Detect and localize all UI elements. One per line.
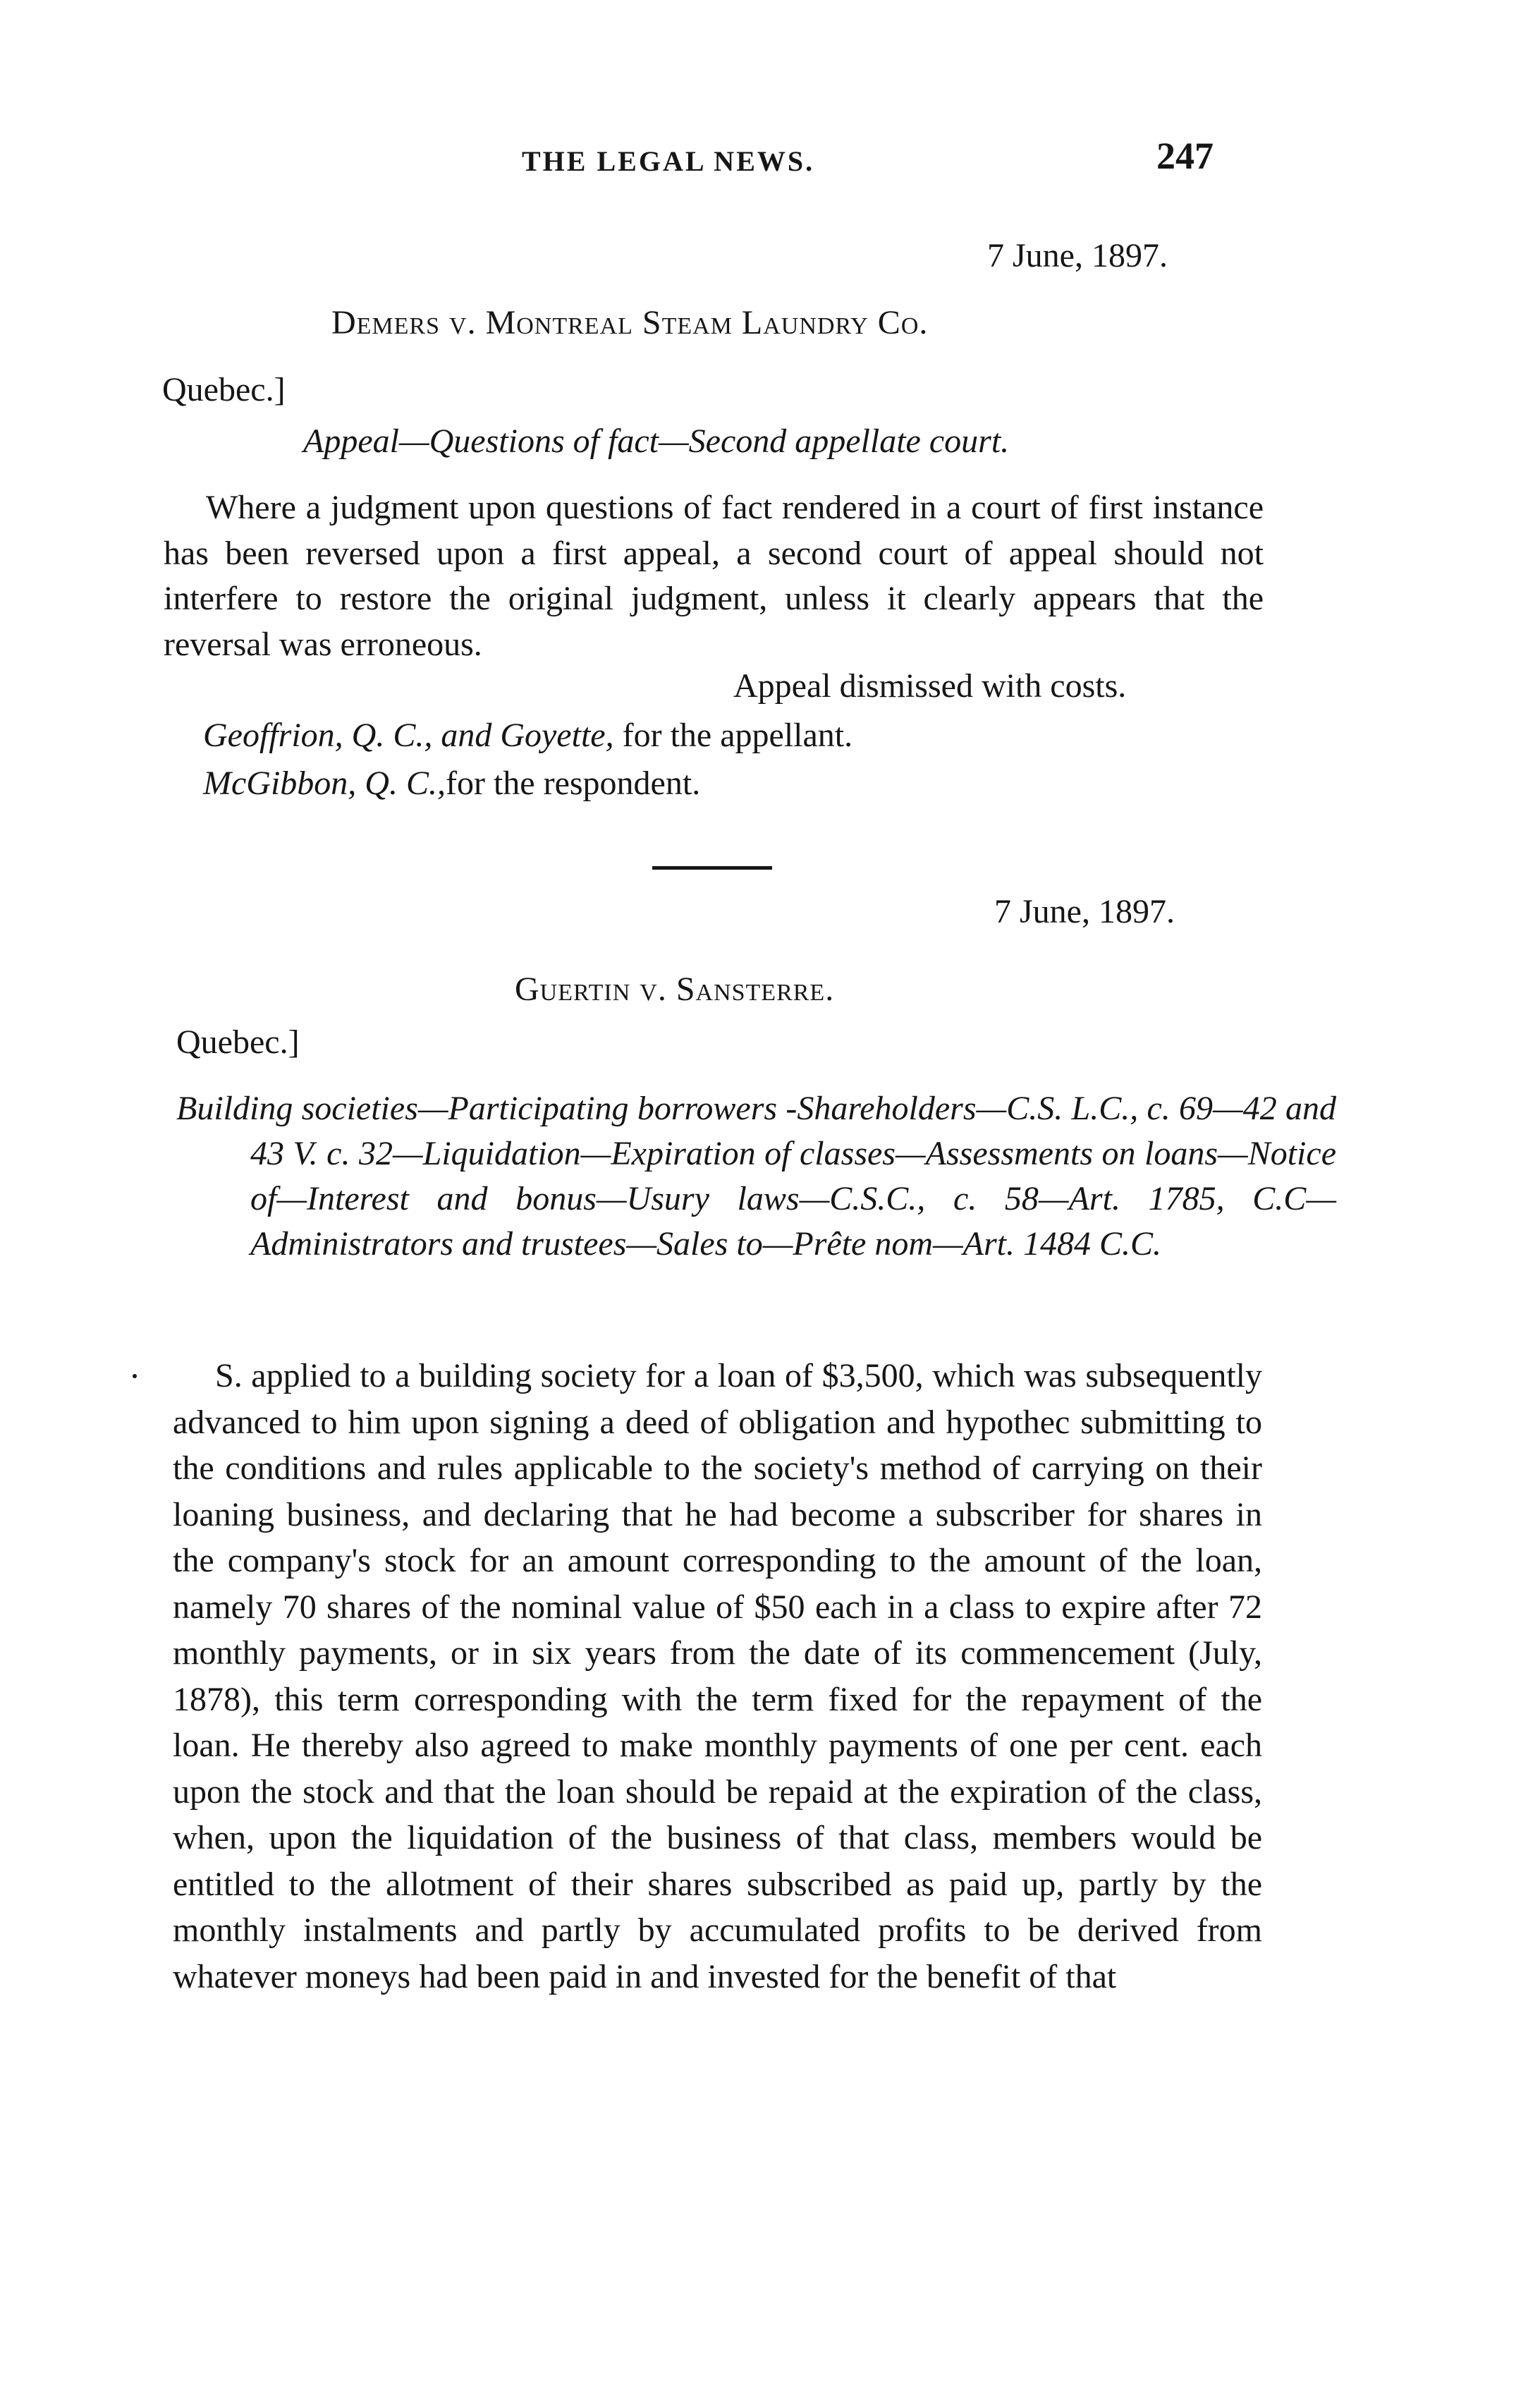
case-title: Guertin v. Sansterre. bbox=[515, 971, 835, 1008]
case-date: 7 June, 1897. bbox=[987, 237, 1168, 274]
case-date: 7 June, 1897. bbox=[994, 893, 1175, 930]
counsel-appellant-role: for the appellant. bbox=[622, 717, 853, 754]
margin-mark bbox=[133, 1374, 137, 1378]
case-jurisdiction: Quebec.] bbox=[162, 371, 286, 408]
case-summary: Where a judgment upon questions of fact rendered in a court of first instance has been reversed upon a first appeal, a second court of appeal should not interfere to restore the original judgment, unless it clearly appears that the reversal was erroneous. bbox=[164, 489, 1264, 663]
counsel-appellant-names: Geoffrion, Q. C., and Goyette, bbox=[203, 717, 614, 754]
case-headnote: Building societies—Participating borrowers -Shareholders—C.S. L.C., c. 69—42 and 43 V. c. 32—Liquidation—Expiration of classes—Assessments on loans—Notice of—Interest and bonus—Usury laws—C.S.C., c. 58—Art. 1785, C.C—Administrators and trustees—Sales to—Prête nom—Art. 1484 C.C. bbox=[176, 1090, 1336, 1263]
section-divider bbox=[652, 866, 772, 870]
case-jurisdiction: Quebec.] bbox=[176, 1023, 300, 1061]
page-number: 247 bbox=[1156, 135, 1214, 177]
running-head: THE LEGAL NEWS. bbox=[522, 145, 815, 177]
counsel-respondent bbox=[203, 764, 700, 803]
counsel-respondent-role: for the respondent. bbox=[445, 765, 701, 802]
case-body: S. applied to a building society for a loan of $3,500, which was subsequently advanced to him upon signing a deed of obligation and hypothec submitting to the conditions and rules applicable to the society's method of carrying on their loaning business, and declaring that he had become a subscriber for shares in the company's stock for an amount corresponding to the amount of the loan, namely 70 shares of the nominal value of $50 each in a class to expire after 72 monthly payments, or in six years from the date of its commencement (July, 1878), this term corresponding with the term fixed for the repayment of the loan. He thereby also agreed to make monthly payments of one per cent. each upon the stock and that the loan should be repaid at the expiration of the class, when, upon the liquidation of the business of that class, members would be entitled to the allotment of their shares subscribed as paid up, partly by the monthly instalments and partly by accumulated profits to be derived from whatever moneys had been paid in and invested for the benefit of that bbox=[173, 1357, 1262, 1995]
case-disposition: Appeal dismissed with costs. bbox=[733, 667, 1127, 705]
counsel-respondent-names: McGibbon, Q. C., bbox=[203, 765, 446, 802]
case-subject: Appeal—Questions of fact—Second appellate court. bbox=[303, 422, 1010, 460]
case-title: Demers v. Montreal Steam Laundry Co. bbox=[331, 304, 929, 341]
counsel-appellant bbox=[203, 716, 853, 755]
